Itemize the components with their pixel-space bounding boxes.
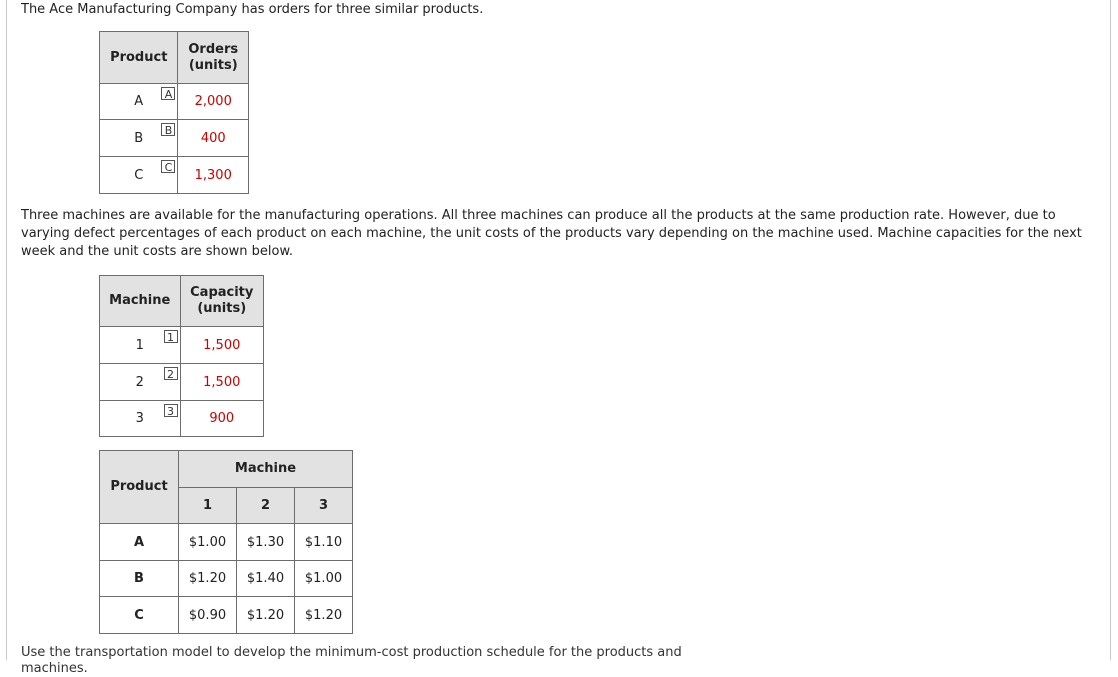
orders-header-orders: Orders (units) [178, 32, 249, 84]
cost-cell: $1.30 [237, 524, 295, 561]
orders-value: 2,000 [178, 84, 249, 120]
cost-row-product: C [100, 597, 179, 634]
cost-cell: $0.90 [179, 597, 237, 634]
table-row [100, 157, 249, 194]
capacity-row-label [100, 327, 181, 364]
cost-cell: $1.20 [179, 561, 237, 597]
cost-header-machine-3: 3 [295, 488, 353, 524]
capacity-header-capacity: Capacity (units) [180, 276, 264, 327]
table-row [100, 597, 353, 634]
capacity-value: 900 [180, 401, 264, 437]
table-row [100, 84, 249, 120]
cell-tag: C [161, 160, 175, 173]
orders-row-label [100, 120, 178, 157]
orders-row-label [100, 84, 178, 120]
orders-row-label [100, 157, 178, 194]
capacity-row-label [100, 364, 181, 401]
cost-table [99, 450, 353, 634]
cost-row-product: B [100, 561, 179, 597]
description-paragraph: Three machines are available for the manufacturing operations. All three machines can produce all the products at the same production rate. However, due to varying defect percentages of each product on each machine, the unit costs of the products vary depending on the machine used. Machine capacities for the next week and the unit costs are shown below. [21, 208, 1082, 259]
cost-cell: $1.00 [179, 524, 237, 561]
capacity-header-machine: Machine [100, 276, 181, 327]
cell-tag: B [161, 123, 175, 136]
product-label: C [134, 167, 144, 183]
cost-cell: $1.40 [237, 561, 295, 597]
product-label: B [134, 130, 144, 146]
table-row [100, 561, 353, 597]
clipped-next-line: Use the transportation model to develop the minimum-cost production schedule for the products and machines. [21, 645, 682, 676]
orders-value: 1,300 [178, 157, 249, 194]
cost-row-product: A [100, 524, 179, 561]
cost-cell: $1.20 [237, 597, 295, 634]
capacity-table [99, 275, 264, 437]
cost-cell: $1.20 [295, 597, 353, 634]
cell-tag: 1 [164, 330, 178, 343]
machine-label: 1 [135, 337, 144, 353]
capacity-row-label [100, 401, 181, 437]
table-row [100, 524, 353, 561]
cost-header-machine-1: 1 [179, 488, 237, 524]
table-row [100, 401, 264, 437]
capacity-value: 1,500 [180, 327, 264, 364]
cell-tag: 2 [164, 367, 178, 380]
orders-header-product: Product [100, 32, 178, 84]
table-row [100, 120, 249, 157]
cost-header-machine: Machine [179, 451, 353, 488]
intro-text: The Ace Manufacturing Company has orders for three similar products. [21, 2, 484, 17]
cost-cell: $1.00 [295, 561, 353, 597]
orders-value: 400 [178, 120, 249, 157]
cost-header-product: Product [100, 451, 179, 524]
cost-header-machine-2: 2 [237, 488, 295, 524]
product-label: A [134, 94, 144, 109]
cell-tag: A [161, 87, 175, 100]
machine-label: 2 [135, 374, 144, 390]
table-row [100, 364, 264, 401]
table-row [100, 327, 264, 364]
cell-tag: 3 [164, 404, 178, 417]
cost-cell: $1.10 [295, 524, 353, 561]
capacity-value: 1,500 [180, 364, 264, 401]
orders-table [99, 31, 249, 194]
machine-label: 3 [135, 411, 144, 426]
